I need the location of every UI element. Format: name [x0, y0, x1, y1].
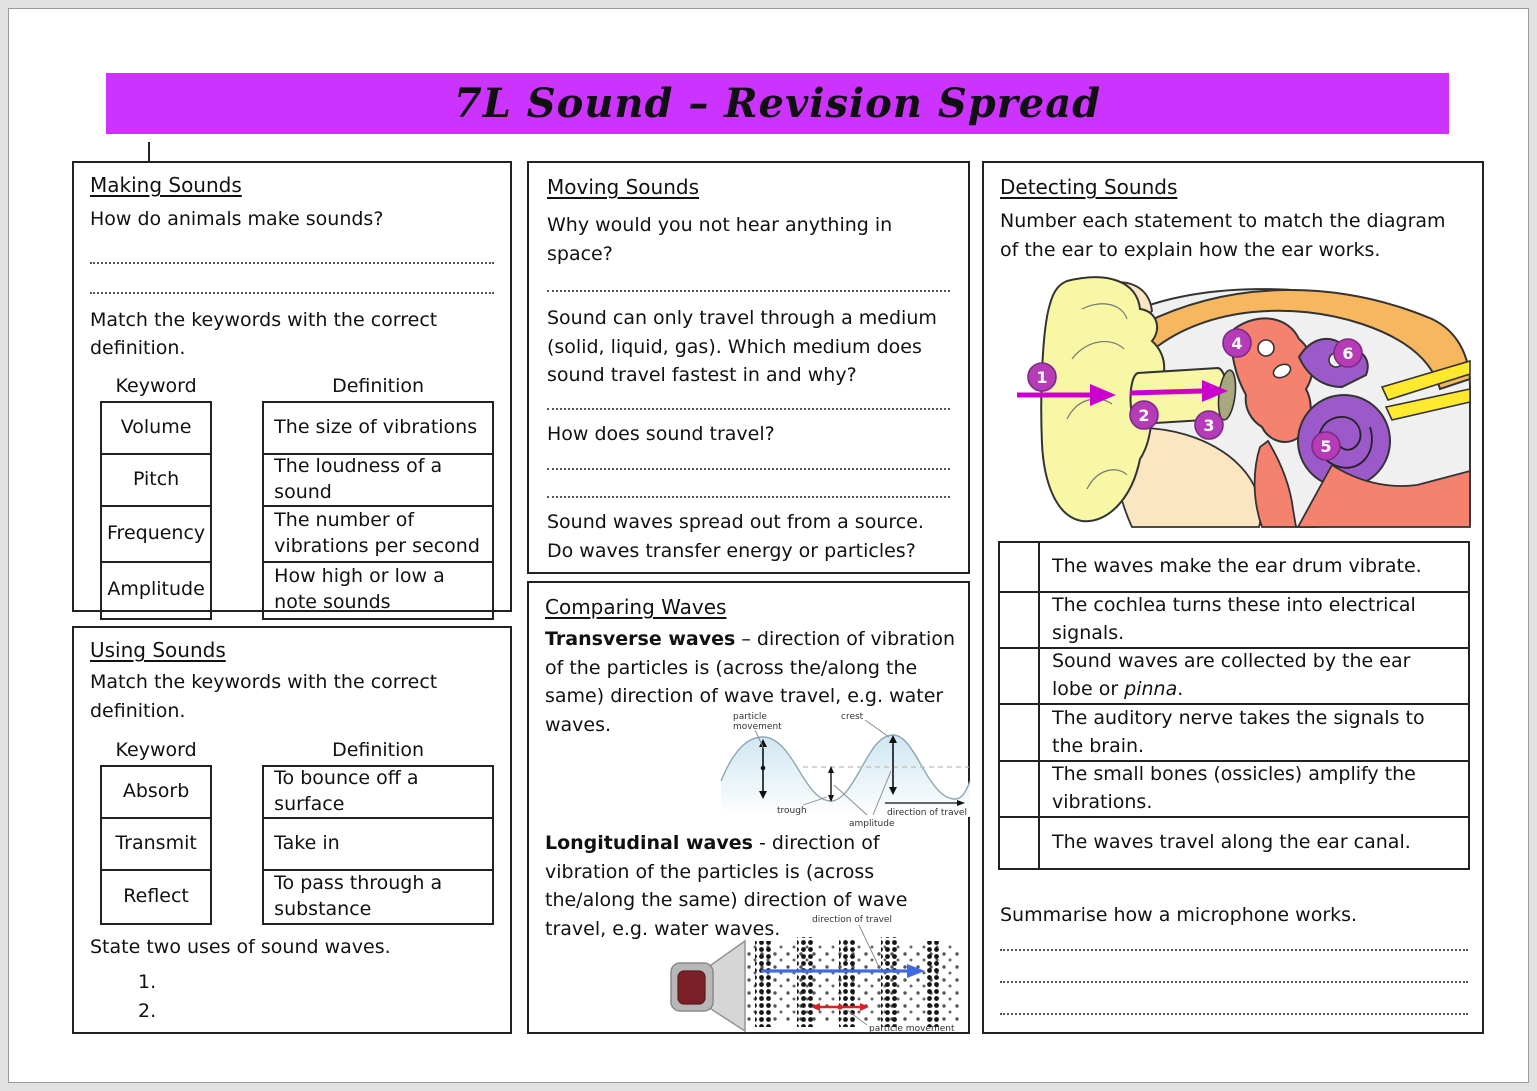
longitudinal-wave-diagram: [667, 911, 969, 1033]
making-sounds-question: How do animals make sounds?: [90, 208, 384, 230]
definition-column-header: Definition: [332, 739, 425, 761]
definition-table: [262, 401, 494, 620]
compression-column: [881, 937, 897, 1027]
answer-line: [90, 292, 494, 294]
statement-row: [1000, 816, 1468, 868]
ear-number-6: 6: [1342, 344, 1354, 363]
answer-line: [547, 408, 950, 410]
definition-cell: To pass through a substance: [264, 869, 492, 923]
detecting-sounds-section: [982, 161, 1484, 1034]
transverse-wave-diagram: [707, 709, 971, 829]
using-sounds-match-instruction: Match the keywords with the correct definition.: [90, 671, 438, 722]
definition-table: [262, 765, 494, 925]
making-sounds-match-instruction: Match the keywords with the correct definition.: [90, 308, 438, 359]
ear-number-3: 3: [1203, 416, 1215, 435]
keyword-cell: Transmit: [102, 817, 210, 869]
compression-column: [755, 941, 771, 1027]
longitudinal-term: Longitudinal waves: [545, 832, 753, 854]
definition-cell: To bounce off a surface: [274, 767, 419, 815]
compression-column: [925, 941, 941, 1027]
definition-cell: The loudness of a sound: [264, 453, 492, 505]
statement-text: Sound waves are collected by the ear lobe or pinna.: [1052, 650, 1411, 700]
ear-number-2: 2: [1138, 406, 1150, 425]
keyword-cell: Absorb: [122, 780, 190, 803]
worksheet-page: [8, 8, 1529, 1083]
statement-text: The auditory nerve takes the signals to the brain.: [1052, 706, 1425, 757]
comparing-waves-heading: Comparing Waves: [545, 595, 727, 619]
ear-diagram: [1012, 269, 1474, 531]
number-cell: [1000, 818, 1040, 868]
statement-row: [1000, 647, 1468, 703]
keyword-table: [100, 401, 212, 620]
detecting-sounds-heading: Detecting Sounds: [1000, 175, 1178, 199]
speaker-driver: [678, 971, 705, 1004]
definition-cell: The number of vibrations per second: [264, 505, 492, 561]
moving-sounds-q3: How does sound travel?: [547, 422, 775, 445]
statement-text: The cochlea turns these into electrical signals.: [1052, 594, 1416, 644]
number-cell: [1000, 762, 1040, 816]
answer-line: [1000, 1013, 1468, 1015]
speaker-cone: [711, 941, 745, 1031]
keyword-cell: Reflect: [102, 869, 210, 923]
statement-row: [1000, 703, 1468, 760]
ear-number-1: 1: [1036, 368, 1048, 387]
definition-cell: How high or low a note sounds: [264, 561, 492, 618]
answer-line: [547, 496, 950, 498]
making-sounds-section: [72, 161, 512, 612]
leader-line: [865, 720, 889, 737]
number-cell: [1000, 705, 1040, 760]
use-item-2: 2.: [138, 999, 157, 1022]
using-sounds-heading: Using Sounds: [90, 638, 226, 662]
keyword-table: [100, 765, 212, 925]
answer-line: [547, 290, 950, 292]
number-cell: [1000, 543, 1040, 591]
microphone-prompt: Summarise how a microphone works.: [1000, 904, 1358, 926]
answer-line: [90, 262, 494, 264]
making-sounds-heading: Making Sounds: [90, 173, 242, 197]
particle-dot: [761, 766, 766, 771]
transverse-term: Transverse waves: [545, 628, 736, 650]
keyword-column-header: Keyword: [115, 739, 197, 761]
uses-prompt: State two uses of sound waves.: [90, 936, 391, 958]
direction-of-travel-label: direction of travel: [887, 808, 967, 818]
direction-of-travel-label: direction of travel: [812, 915, 892, 925]
compression-column: [797, 937, 813, 1027]
statement-text: The small bones (ossicles) amplify the vibrations.: [1052, 763, 1416, 813]
amplitude-label: amplitude: [849, 819, 895, 829]
keyword-cell: Frequency: [102, 505, 210, 561]
keyword-cell: Volume: [120, 415, 192, 438]
ossicle-loop-1: [1258, 340, 1274, 356]
statement-text: The waves make the ear drum vibrate.: [1052, 555, 1422, 578]
transverse-definition: – direction of vibration of the particles is (across the/along the same) direction of wave travel, e.g. water waves.: [545, 628, 955, 736]
title-banner: [106, 73, 1449, 134]
keyword-cell: Pitch: [102, 453, 210, 505]
wave-fill: [721, 735, 970, 817]
keyword-column-header: Keyword: [115, 374, 197, 397]
definition-cell: Take in: [264, 817, 492, 869]
answer-line: [1000, 981, 1468, 983]
number-cell: [1000, 593, 1040, 647]
sound-arrow-2: [1130, 391, 1202, 393]
definition-cell: The size of vibrations: [274, 415, 478, 438]
comparing-waves-section: [527, 581, 970, 1034]
statement-row: [1000, 760, 1468, 816]
ear-number-4: 4: [1231, 334, 1243, 353]
crest-label: crest: [841, 712, 864, 722]
moving-sounds-section: [527, 161, 970, 574]
particle-dot: [837, 1004, 842, 1009]
answer-line: [1000, 949, 1468, 951]
page-title: 7L Sound – Revision Spread: [453, 80, 1102, 127]
detecting-sounds-instruction: Number each statement to match the diagram of the ear to explain how the ear works.: [1000, 210, 1446, 261]
statements-table: [998, 541, 1470, 870]
moving-sounds-heading: Moving Sounds: [547, 175, 700, 199]
particle-movement-label: particle movement: [869, 1024, 955, 1033]
definition-column-header: Definition: [332, 374, 425, 397]
particle-movement-label-2: movement: [733, 722, 782, 732]
using-sounds-section: [72, 626, 512, 1034]
keyword-cell: Amplitude: [102, 561, 210, 618]
particle-movement-label: particle: [733, 712, 767, 722]
statement-text: The waves travel along the ear canal.: [1052, 831, 1411, 854]
moving-sounds-q4: Sound waves spread out from a source. Do waves transfer energy or particles?: [547, 511, 924, 562]
statement-row: [1000, 591, 1468, 647]
ear-number-5: 5: [1320, 437, 1332, 456]
moving-sounds-q2: Sound can only travel through a medium (solid, liquid, gas). Which medium does sound travel fastest in and why?: [547, 307, 937, 386]
use-item-1: 1.: [138, 970, 157, 993]
statement-row: [1000, 543, 1468, 591]
number-cell: [1000, 649, 1040, 703]
moving-sounds-q1: Why would you not hear anything in space?: [547, 214, 893, 265]
longitudinal-definition: - direction of vibration of the particles is (across the/along the same) direction of wave travel, e.g. water waves.: [545, 832, 908, 940]
answer-line: [547, 468, 950, 470]
trough-label: trough: [777, 806, 807, 816]
